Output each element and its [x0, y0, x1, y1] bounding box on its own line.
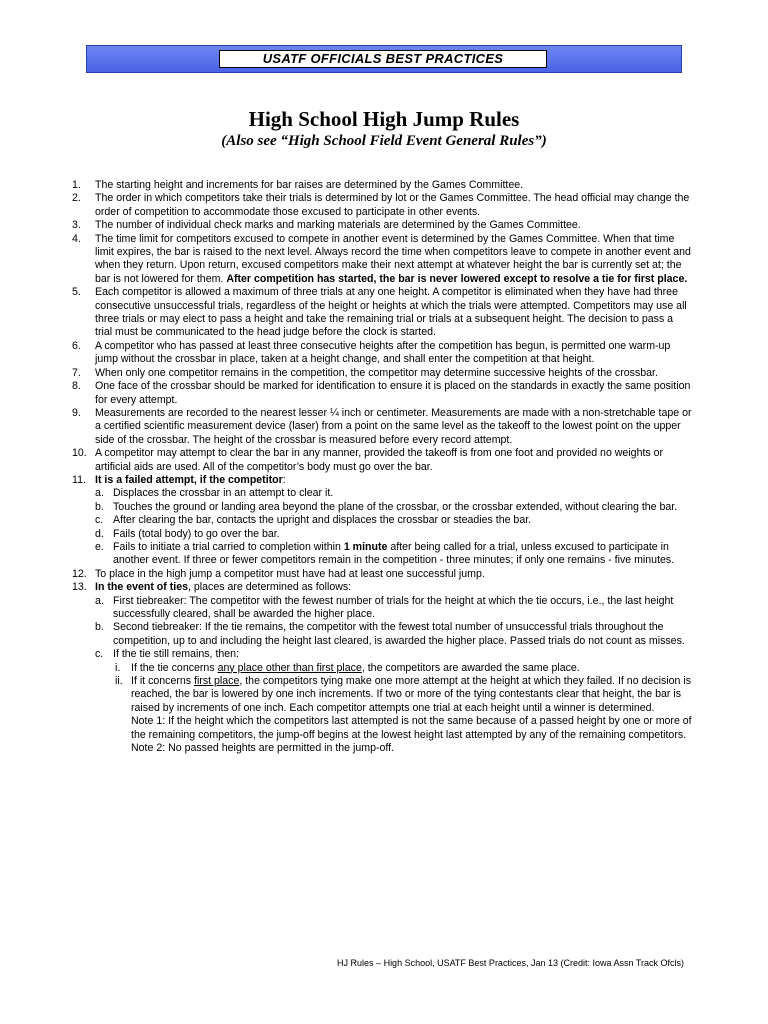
sub-marker: a. — [95, 594, 104, 607]
rule-text: One face of the crossbar should be marked for identification to ensure it is placed on the standards in exactly the same position for every attempt. — [95, 380, 691, 406]
rule-3 — [72, 219, 692, 232]
sub-text: First tiebreaker: The competitor with the fewest number of trials for the height at which the tie occurs, i.e., the last height successfully cleared, shall be awarded the higher place. — [113, 594, 674, 620]
rule-6 — [72, 340, 692, 367]
sub-text: Second tiebreaker: If the tie remains, the competitor with the fewest total number of unsuccessful trials throughout the competition, up to and including the height last cleared, is awarded the higher place. Passed trials do not count as misses. — [113, 621, 685, 647]
subsub-text: If it concerns — [131, 675, 194, 688]
rule-text: The starting height and increments for bar raises are determined by the Games Committee. — [95, 179, 524, 191]
document-title: High School High Jump Rules — [248, 107, 520, 131]
rule-number: 11. — [72, 473, 86, 486]
rule-12 — [72, 568, 692, 581]
rule-13 — [72, 581, 692, 755]
note-2: Note 2: No passed heights are permitted in the jump-off. — [131, 742, 395, 755]
rule-text: The time limit for competitors excused to compete in another event is determined by the Games Committee. When that time limit expires, the bar is raised to the next level. Always record the time when competitors leave to compete in another event and when they return. Upon return, excused competitors make their next attempt at whatever height the bar is currently set at; the bar is not lowered for them. — [95, 232, 691, 285]
sub-text: Fails to initiate a trial carried to completion within — [113, 540, 344, 553]
rule-13c-i — [113, 662, 692, 675]
rule-13c-ii — [113, 675, 692, 755]
subsub-text: , the competitors tying make one more attempt at the height at which they failed. If no decision is reached, the bar is lowered by one inch increments. If two or more of the tying contestants clear that height, the bar is raised by increments of one inch. Each competitor attempts one trial at each height until a winner is determined. — [131, 675, 691, 714]
sub-text: after being called for a trial, unless excused to participate in another event. If three or fewer competitors remain in the competition - three minutes; if only one remains - five minutes. — [113, 540, 675, 567]
rule-1 — [72, 179, 692, 192]
sub-marker: c. — [95, 648, 104, 661]
rule-number: 2. — [72, 192, 81, 205]
rule-colon: : — [282, 473, 286, 486]
rule-number: 13. — [72, 581, 87, 594]
sub-text: If the tie still remains, then: — [113, 648, 240, 661]
rule-2 — [72, 192, 692, 219]
rule-11c — [95, 514, 692, 527]
rule-emphasis: After competition has started, the bar is never lowered except to resolve a tie for first place. — [226, 272, 688, 285]
rule-number: 1. — [72, 179, 81, 191]
rule-heading: It is a failed attempt, if the competitor — [95, 473, 283, 486]
rule-number: 9. — [72, 406, 81, 419]
rule-13b — [95, 621, 692, 648]
rule-number: 8. — [72, 380, 81, 393]
rule-text: A competitor may attempt to clear the bar in any manner, provided the takeoff is from one foot and provided no weights or artificial aids are used. All of the competitor’s body must go over the bar. — [95, 447, 664, 473]
rules-list — [72, 179, 692, 755]
rule-number: 6. — [72, 339, 81, 352]
sub-text: Displaces the crossbar in an attempt to clear it. — [113, 487, 334, 500]
rule-number: 5. — [72, 286, 81, 299]
rule-13c — [95, 648, 692, 755]
rule-text: The order in which competitors take their trials is determined by lot or the Games Committee. The head official may change the order of competition to accommodate those excused to participate in other events. — [95, 192, 690, 218]
rule-text: , places are determined as follows: — [188, 581, 352, 594]
sub-marker: b. — [95, 500, 104, 513]
rule-number: 3. — [72, 219, 81, 232]
sub-marker: c. — [95, 514, 104, 527]
subsub-marker: i. — [115, 661, 121, 674]
rule-11a — [95, 487, 692, 500]
rule-text: When only one competitor remains in the competition, the competitor may determine successive heights of the crossbar. — [95, 366, 658, 379]
rule-7 — [72, 367, 692, 380]
rule-text: The number of individual check marks and marking materials are determined by the Games Committee. — [95, 219, 581, 232]
rule-8 — [72, 380, 692, 407]
underlined-phrase: any place other than first place — [217, 661, 362, 674]
rule-11 — [72, 474, 692, 568]
rule-text: To place in the high jump a competitor must have had at least one successful jump. — [95, 567, 485, 580]
rule-number: 10. — [72, 447, 87, 460]
underlined-phrase: first place — [194, 675, 240, 688]
rule-9 — [72, 407, 692, 447]
note-1: Note 1: If the height which the competitors last attempted is not the same because of a passed height by one or more of the remaining competitors, the jump-off begins at the lowest height last attempted by any of the remaining competitors. — [131, 715, 692, 741]
subsub-marker: ii. — [115, 675, 123, 688]
rule-text: Measurements are recorded to the nearest lesser ¼ inch or centimeter. Measurements are made with a non-stretchable tape or a certified scientific measurement device (laser) from a point on the same level as the takeoff to the lowest point on the upper side of the crossbar. The height of the crossbar is measured before every record attempt. — [95, 406, 692, 446]
banner-title: USATF OFFICIALS BEST PRACTICES — [219, 50, 547, 68]
subsub-text: , the competitors are awarded the same place. — [361, 661, 580, 674]
sub-text: Touches the ground or landing area beyond the plane of the crossbar, or the crossbar extended, without clearing the bar. — [113, 500, 678, 513]
rule-4 — [72, 233, 692, 287]
rule-heading: In the event of ties — [95, 581, 189, 594]
rule-5 — [72, 286, 692, 340]
rule-11b — [95, 501, 692, 514]
rule-number: 12. — [72, 567, 87, 580]
document-subtitle: (Also see “High School Field Event General Rules”) — [221, 133, 547, 149]
rule-13a — [95, 595, 692, 622]
page-footer: HJ Rules – High School, USATF Best Practices, Jan 13 (Credit: Iowa Assn Track Ofcls) — [337, 958, 684, 968]
rule-11d — [95, 528, 692, 541]
rule-number: 7. — [72, 366, 81, 379]
rule-text: A competitor who has passed at least three consecutive heights after the competition has begun, is permitted one warm-up jump without the crossbar in place, taken at a height change, and shall enter the competition at that height. — [95, 339, 671, 366]
rule-10 — [72, 447, 692, 474]
sub-marker: a. — [95, 487, 104, 500]
rule-text: Each competitor is allowed a maximum of three trials at any one height. A competitor is eliminated when they have had three consecutive unsuccessful trials, regardless of the height or heights at which the trials were attempted. Competitors may use all three trials or may elect to pass a height and take the remaining trial or trials at a subsequent height. The decision to pass a trial must be communicated to the head judge before the clock is started. — [95, 286, 687, 339]
rule-number: 4. — [72, 232, 81, 245]
sub-text: Fails (total body) to go over the bar. — [113, 527, 280, 540]
sub-emphasis: 1 minute — [343, 540, 388, 553]
sub-marker: b. — [95, 621, 104, 634]
rule-11e — [95, 541, 692, 568]
sub-text: After clearing the bar, contacts the upright and displaces the crossbar or steadies the bar. — [113, 514, 532, 527]
sub-marker: e. — [95, 540, 104, 553]
subsub-text: If the tie concerns — [131, 661, 218, 674]
sub-marker: d. — [95, 527, 104, 540]
header-banner — [86, 45, 682, 73]
